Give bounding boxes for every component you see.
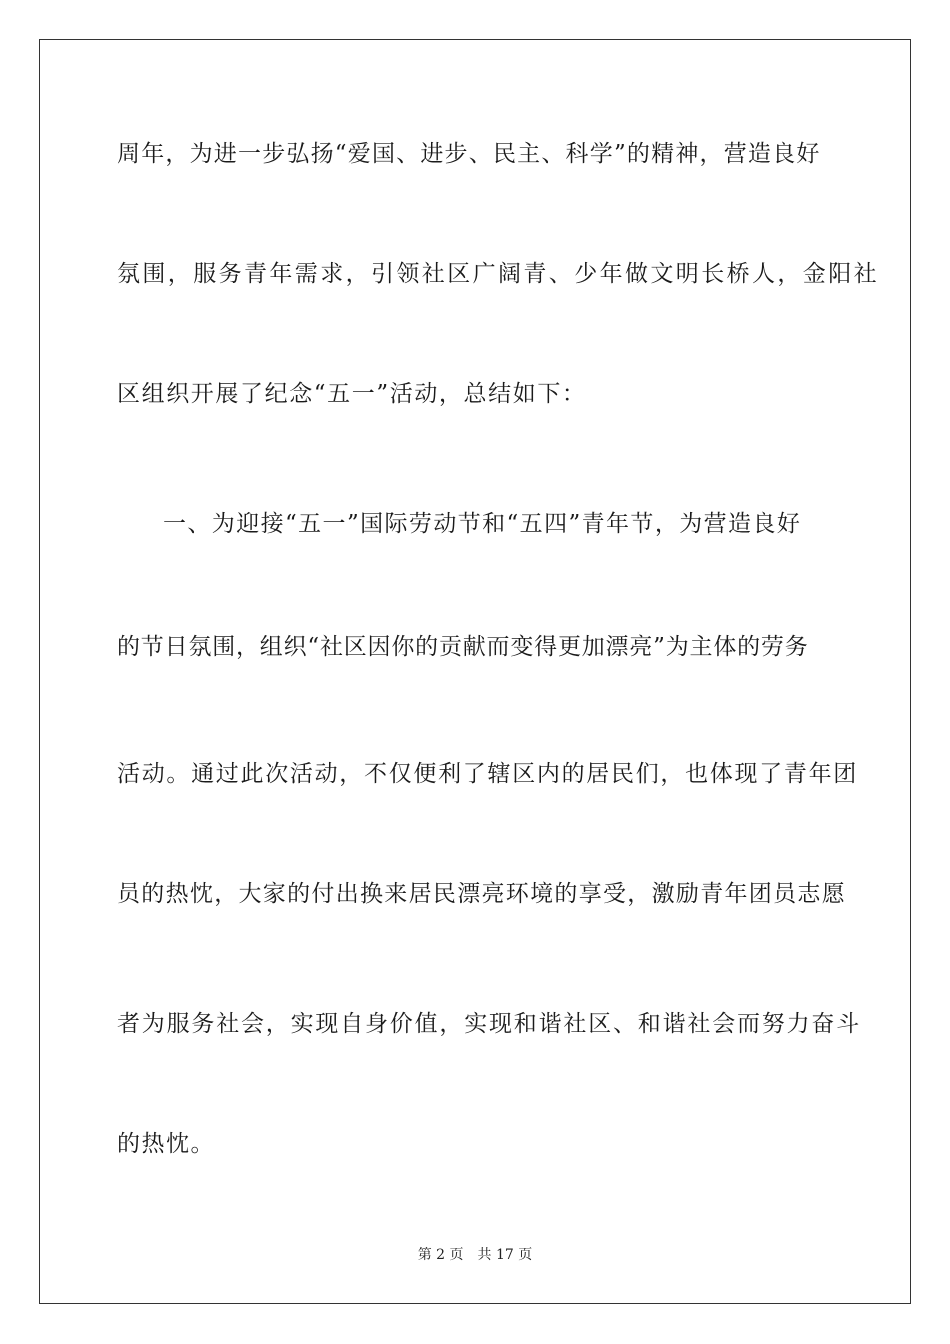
body-text-line: 周年，为进一步弘扬“爱国、进步、民主、科学”的精神，营造良好 — [117, 141, 821, 167]
body-text-line: 区组织开展了纪念“五一”活动，总结如下： — [117, 381, 587, 407]
body-text-line: 氛围，服务青年需求，引领社区广阔青、少年做文明长桥人，金阳社 — [117, 261, 879, 287]
total-pages: 共 17 页 — [477, 1247, 533, 1263]
body-text-line: 的热忱。 — [117, 1131, 215, 1157]
current-page-number: 第 2 页 — [417, 1247, 464, 1263]
body-text-line: 者为服务社会，实现自身价值，实现和谐社区、和谐社会而努力奋斗 — [117, 1011, 861, 1037]
paragraph-first-line: 一、为迎接“五一”国际劳动节和“五四”青年节，为营造良好 — [163, 511, 802, 537]
page-border — [39, 39, 911, 1304]
body-text-line: 的节日氛围，组织“社区因你的贡献而变得更加漂亮”为主体的劳务 — [117, 634, 809, 660]
page-footer — [0, 1246, 950, 1264]
body-text-line: 活动。通过此次活动，不仅便利了辖区内的居民们，也体现了青年团 — [117, 761, 858, 787]
body-text-line: 员的热忱，大家的付出换来居民漂亮环境的享受，激励青年团员志愿 — [117, 881, 846, 907]
